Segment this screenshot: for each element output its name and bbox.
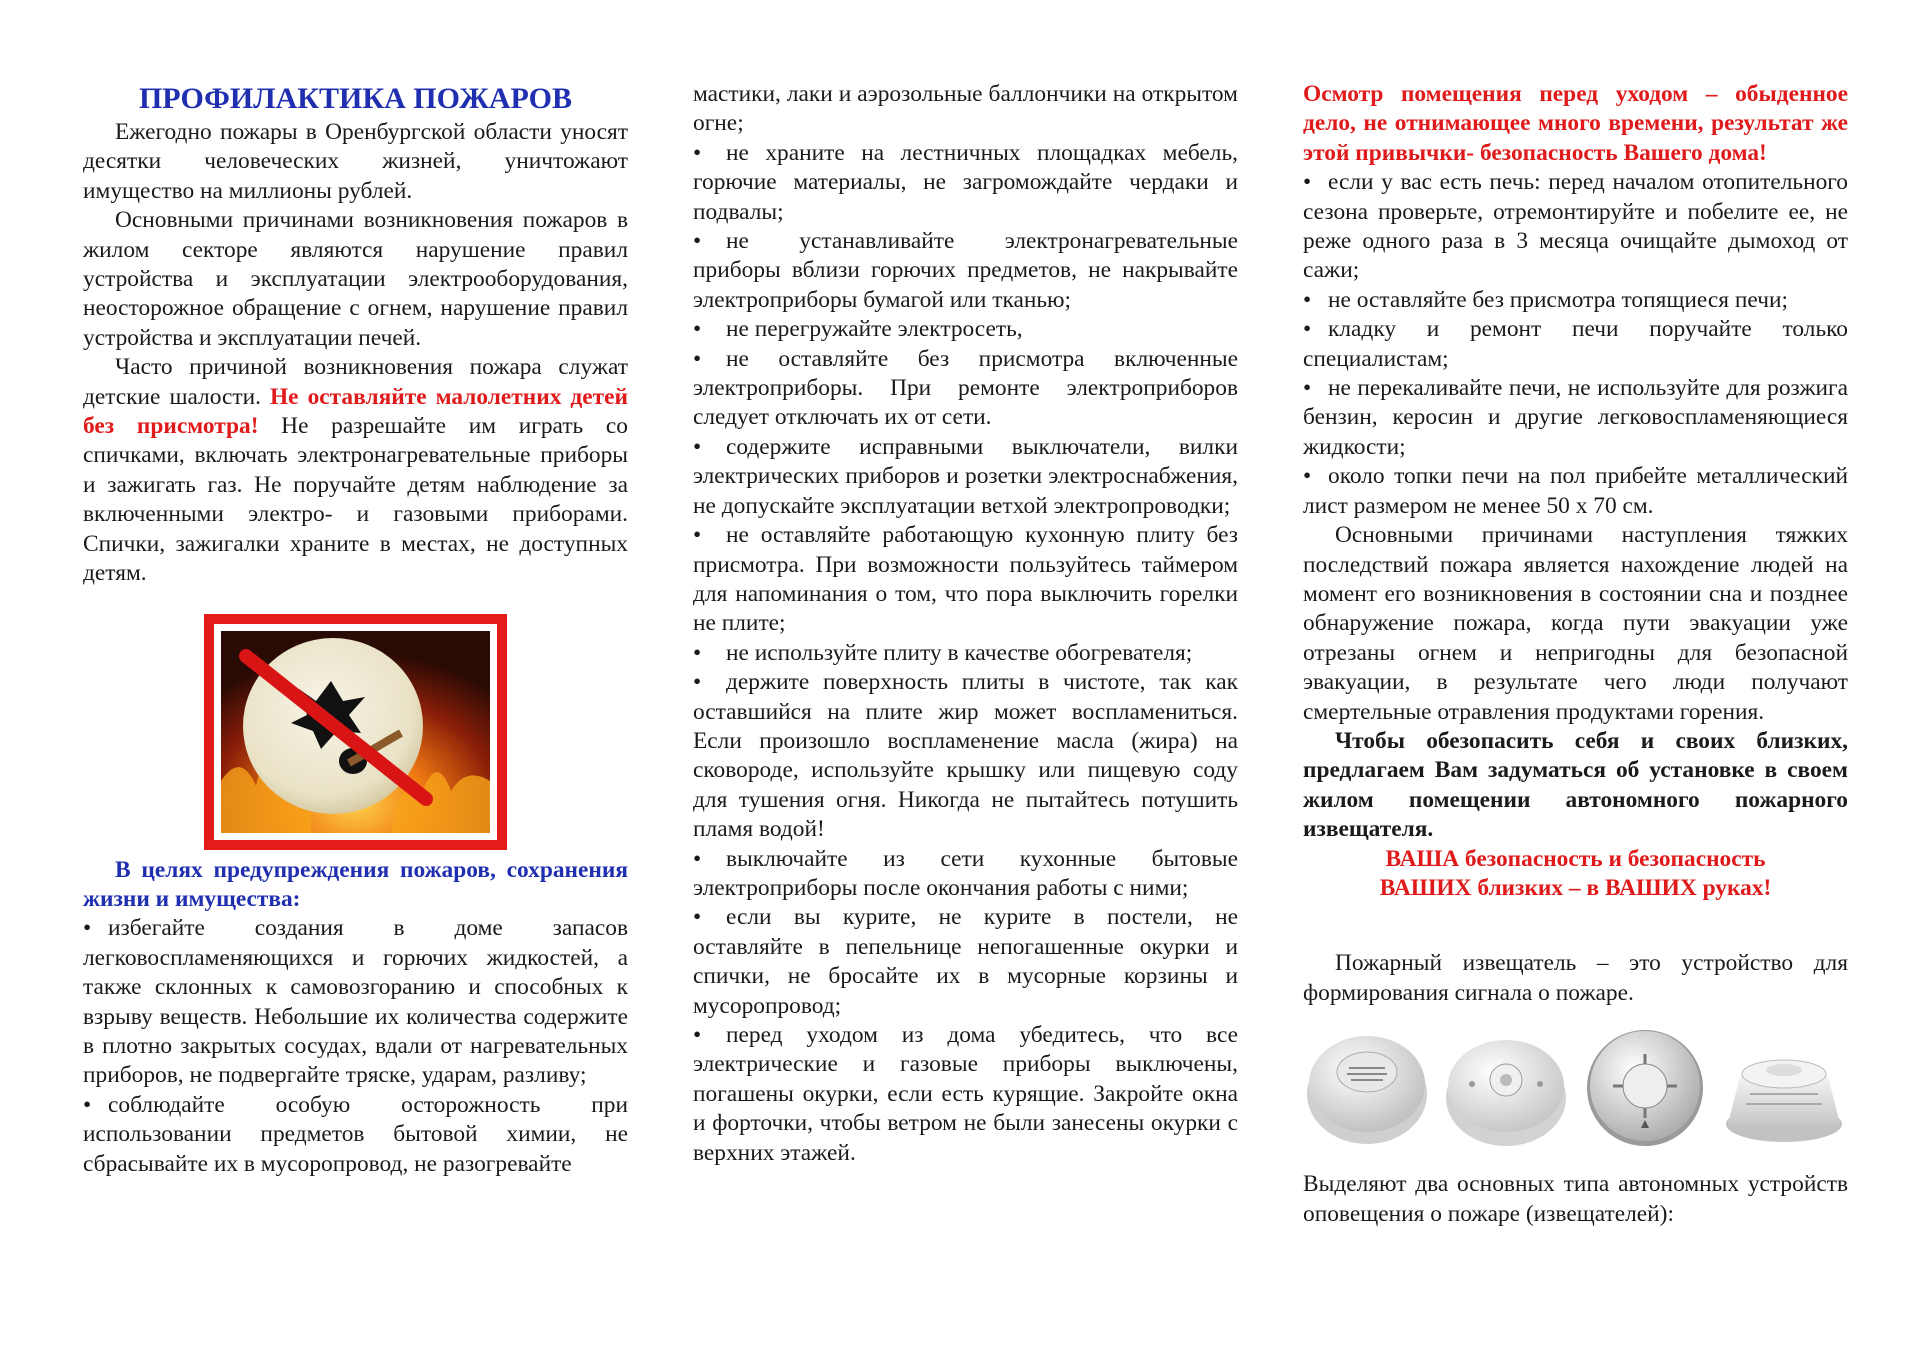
bullet-icon: • (693, 845, 702, 872)
list-item: • не оставляйте работающую кухонную плиту без присмотра. При возможности пользуйтесь таймером для напоминания о том, что пора выключить горелки не плите; (693, 522, 1238, 637)
detector-definition: Пожарный извещатель – это устройство для формирования сигнала о пожаре. (1303, 950, 1848, 1006)
bullet-icon: • (693, 904, 702, 931)
list-item: • не оставляйте без присмотра топящиеся печи; (1303, 286, 1848, 315)
list-item: • не устанавливайте электронагревательные приборы вблизи горючих предметов, не накрывайте электроприборы бумагой или тканью; (693, 228, 1238, 313)
causes-paragraph: Основными причинами возникновения пожаров в жилом секторе являются нарушение правил устройства и эксплуатации электрооборудования, неосторожное обращение с огнем, нарушение правил устройства и эксплуатации печей. (83, 207, 628, 351)
slogan-line-2: ВАШИХ близких – в ВАШИХ руках! (1379, 874, 1772, 901)
list-item: • держите поверхность плиты в чистоте, так как оставшийся на плите жир может воспламениться. Если произошло воспламенение масла (жира) на сковороде, используйте крышку или пищевую соду для тушения огня. Никогда не пытайтесь потушить пламя водой! (693, 669, 1238, 843)
bullet-icon: • (83, 915, 92, 942)
list-item: • не оставляйте без присмотра включенные электроприборы. При ремонте электроприборов следует отключать их от сети. (693, 345, 1238, 431)
bullet-icon: • (693, 433, 702, 460)
list-item: • соблюдайте особую осторожность при использовании предметов бытовой химии, не сбрасывайте их в мусоропровод, не разогревайте (83, 1091, 628, 1177)
bullet-icon: • (1303, 375, 1312, 402)
smoke-detectors-image (1303, 1022, 1848, 1154)
children-paragraph-start: Часто причиной возникновения пожара служат детские шалости. (83, 354, 628, 410)
bullet-icon: • (693, 522, 702, 549)
bullet-icon: • (1303, 169, 1312, 196)
list-item: • не перекаливайте печи, не используйте для розжига бензин, керосин и другие легковоспламеняющиеся жидкости; (1303, 375, 1848, 460)
inspection-heading: Осмотр помещения перед уходом – обыденное дело, не отнимающее много времени, результат же этой привычки- безопасность Вашего дома! (1303, 81, 1848, 166)
smoke-detector-icon (1303, 1024, 1431, 1152)
intro-paragraph: Ежегодно пожары в Оренбургской области уносят десятки человеческих жизней, уничтожают имущество на миллионы рублей. (83, 119, 628, 204)
heat-detector-icon (1581, 1024, 1709, 1152)
detector-recommendation: Чтобы обезопасить себя и своих близких, предлагаем Вам задуматься об установке в своем жилом помещении автономного пожарного извещателя. (1303, 727, 1848, 843)
prevention-heading: В целях предупреждения пожаров, сохранения жизни и имущества: (83, 856, 628, 912)
list-item: • избегайте создания в доме запасов легковоспламеняющихся и горючих жидкостей, а также склонных к самовозгоранию и способных к взрыву веществ. Небольшие их количества содержите в плотно закрытых сосудах, вдали от нагревательных приборов, не подвергайте тряске, ударам, разливу; (83, 915, 628, 1089)
list-item: • кладку и ремонт печи поручайте только специалистам; (1303, 316, 1848, 372)
list-item: • около топки печи на пол прибейте металлический лист размером не менее 50 х 70 см. (1303, 463, 1848, 519)
consequences-paragraph: Основными причинами наступления тяжких последствий пожара является нахождение людей на момент его возникновения в состоянии сна и позднее обнаружение пожара, когда пути эвакуации уже отрезаны огнем и непригодны для безопасной эвакуации, в результате чего люди получают смертельные отравления продуктами горения. (1303, 522, 1848, 725)
no-fire-poster-image (204, 614, 507, 850)
no-open-flame-icon (221, 631, 490, 833)
bullet-icon: • (693, 1022, 702, 1048)
safety-list (693, 139, 1238, 1168)
bullet-icon: • (693, 316, 702, 343)
list-item: • если у вас есть печь: перед началом отопительного сезона проверьте, отремонтируйте и побелите ее, не реже одного раза в 3 месяца очищайте дымоход от сажи; (1303, 169, 1848, 284)
smoke-detector-icon (1720, 1024, 1848, 1152)
children-paragraph (83, 353, 628, 588)
list-item: • содержите исправными выключатели, вилки электрических приборов и розетки электроснабжения, не допускайте эксплуатации ветхой электропроводки; (693, 433, 1238, 519)
bullet-icon: • (693, 639, 702, 666)
bullet-icon: • (693, 228, 702, 255)
list-item: • выключайте из сети кухонные бытовые электроприборы после окончания работы с ними; (693, 845, 1238, 901)
slogan-line-1: ВАША безопасность и безопасность (1385, 845, 1766, 872)
list-item: • не перегружайте электросеть, (693, 315, 1238, 344)
column-3 (1303, 80, 1848, 1229)
bullet-icon: • (693, 669, 702, 696)
list-item: • не используйте плиту в качестве обогревателя; (693, 639, 1238, 668)
list-item: • если вы курите, не курите в постели, не оставляйте в пепельнице непогашенные окурки и спички, не бросайте их в мусорные корзины и мусоропровод; (693, 904, 1238, 1019)
bullet-icon: • (1303, 316, 1312, 343)
bullet-icon: • (1303, 286, 1312, 313)
continued-text: мастики, лаки и аэрозольные баллончики на открытом огне; (693, 81, 1238, 137)
bullet-icon: • (693, 139, 702, 166)
detector-types: Выделяют два основных типа автономных устройств оповещения о пожаре (извещателей): (1303, 1171, 1848, 1227)
stove-list (1303, 168, 1848, 521)
bullet-icon: • (1303, 463, 1312, 490)
bullet-icon: • (83, 1091, 92, 1118)
bullet-icon: • (693, 345, 702, 372)
column-2 (693, 80, 1238, 1168)
smoke-detector-icon (1442, 1024, 1570, 1152)
list-item: • не храните на лестничных площадках мебель, горючие материалы, не загромождайте чердаки и подвалы; (693, 139, 1238, 225)
column-1 (83, 80, 628, 1179)
children-warning: Не оставляйте малолетних детей без присмотра! (83, 383, 628, 440)
page-title: ПРОФИЛАКТИКА ПОЖАРОВ (138, 82, 573, 115)
children-paragraph-end: Не разрешайте им играть со спичками, включать электронагревательные приборы и зажигать газ. Не поручайте детям наблюдение за включенными электро- и газовыми приборами. Спички, зажигалки храните в местах, не доступных детям. (83, 413, 628, 587)
list-item: • перед уходом из дома убедитесь, что все электрические и газовые приборы выключены, погашены окурки, если есть курящие. Закройте окна и форточки, чтобы ветром не были занесены окурки с верхних этажей. (693, 1022, 1238, 1166)
